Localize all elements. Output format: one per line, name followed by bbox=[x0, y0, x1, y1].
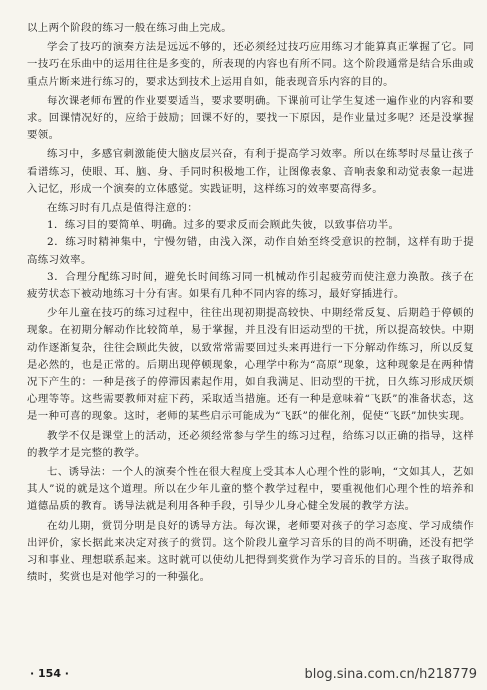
paragraph-8: 七、诱导法：一个人的演奏个性在很大程度上受其本人心理个性的影响，“文如其人，艺如其人”说的就是这个道理。所以在少年儿童的整个教学过程中，要重视他们心理个性的培养和道德品质的教育。诱导法就是利用各种手段，引导少儿身心健全发展的教学方法。 bbox=[27, 466, 474, 513]
paragraph-6: 少年儿童在技巧的练习过程中，往往出现初期提高较快、中期经常反复、后期趋于停顿的现象。在初期分解动作比较简单，易于掌握，并且没有旧运动型的干扰，所以提高较快。中期动作逐渐复杂，往往会顾此失彼，以致常常需要回过头来再进行一下分解动作练习，所以反复是必然的，也是正常的。后期出现停顿现象，心理学中称为“高原”现象，这种现象是在两种情况下产生的：一种是孩子的停滞因素起作用，如自我满足、旧动型的干扰，日久练习形成厌烦心理等等。这些需要教师对症下药，采取适当措施。还有一种是意味着“飞跃”的准备状态，这是一种可喜的现象。这时，老师的某些启示可能成为“飞跃”的催化剂，促使“飞跃”加快实现。 bbox=[27, 307, 474, 423]
paragraph-7: 教学不仅是课堂上的活动，还必须经常参与学生的练习过程，给练习以正确的指导，这样的教学才是完整的教学。 bbox=[27, 429, 474, 459]
list-item-2: 2．练习时精神集中，宁慢勿错，由浅入深，动作自始至终受意识的控制，这样有助于提高练习效率。 bbox=[27, 236, 474, 266]
paragraph-4: 练习中，多感官刺激能使大脑皮层兴奋，有利于提高学习效率。所以在练琴时尽量让孩子看谱练习，使眼、耳、脑、身、手同时积极地工作，让图像表象、音响表象和动觉表象一起进入记忆，形成一个演奏的立体感觉。实践证明，这样练习的效率要高得多。 bbox=[27, 148, 474, 195]
list-item-1: 1．练习目的要简单、明确。过多的要求反而会顾此失彼，以致事倍功半。 bbox=[47, 219, 400, 232]
paragraph-9: 在幼儿期，赏罚分明是良好的诱导方法。每次课，老师要对孩子的学习态度、学习成绩作出评价，家长据此来决定对孩子的赏罚。这个阶段儿童学习音乐的目的尚不明确，还没有把学习和事业、理想联系起来。这时就可以使幼儿把得到奖赏作为学习音乐的目的。当孩子取得成绩时，奖赏也是对他学习的一种强化。 bbox=[27, 519, 474, 584]
paragraph-3: 每次课老师布置的作业要要适当，要求要明确。下课前可让学生复述一遍作业的内容和要求。回课情况好的，应给于鼓励；回课不好的，要找一下原因，是作业量过多呢？还是没掌握要领。 bbox=[27, 94, 474, 142]
page-body bbox=[27, 20, 474, 587]
watermark: blog.sina.com.cn/h218779 bbox=[304, 667, 477, 682]
page-number: · 154 · bbox=[30, 667, 69, 680]
list-item-3: 3．合理分配练习时间，避免长时间练习同一机械动作引起疲劳而使注意力涣散。孩子在疲劳状态下被动地练习十分有害。如果有几种不同内容的练习，最好穿插进行。 bbox=[27, 270, 474, 301]
paragraph-5: 在练习时有几点是值得注意的： bbox=[47, 202, 199, 215]
paragraph-1: 以上两个阶段的练习一般在练习曲上完成。 bbox=[27, 22, 233, 34]
paragraph-2: 学会了技巧的演奏方法是远远不够的，还必须经过技巧应用练习才能算真正掌握了它。同一技巧在乐曲中的运用往往是多变的，所表现的内容也有所不同。这个阶段通常是结合乐曲或重点片断来进行练习的，要求达到技术上运用自如，能表现音乐内容的目的。 bbox=[27, 41, 474, 88]
